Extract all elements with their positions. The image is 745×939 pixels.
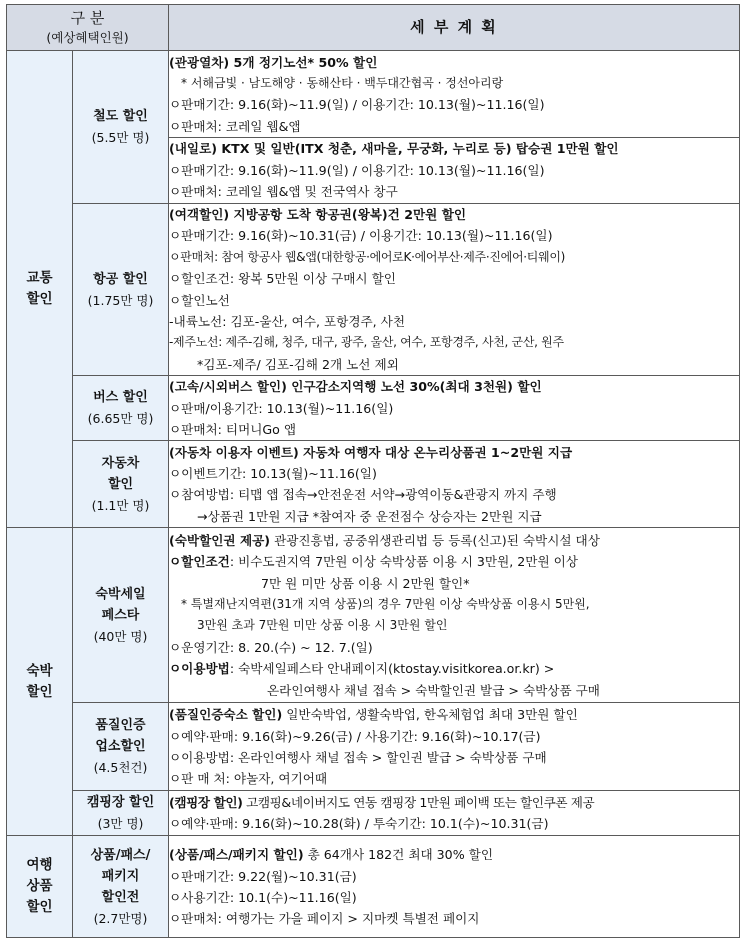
festa-title-rest: 관광진흥법, 공중위생관리법 등 등록(신고)된 숙박시설 대상 [270, 532, 600, 548]
rail-block1-line: * 서해금빛 · 남도해양 · 동해산타 · 백두대간협곡 · 정선아리랑 [181, 75, 504, 90]
quality-title-line [169, 704, 739, 725]
rail-block2-line: ㅇ판매처: 코레일 웹&앱 및 전국역사 창구 [169, 184, 398, 200]
camping-detail [169, 791, 740, 836]
rail-block1-line: ㅇ판매기간: 9.16(화)~11.9(일) / 이용기간: 10.13(월)~11.16(일) [169, 97, 545, 113]
header-category [7, 5, 169, 51]
header-category-sub: (예상혜택인원) [46, 29, 129, 45]
quality-name: 품질인증 [95, 718, 146, 734]
travel-line: ㅇ사용기간: 10.1(수)~11.16(일) [169, 889, 357, 905]
rail-count: (5.5만 명) [91, 130, 150, 145]
travel-detail [169, 836, 740, 938]
travel-line: ㅇ판매기간: 9.22(월)~10.31(금) [169, 868, 357, 884]
camping-title-rest: 고캠핑&네이버지도 연동 캠핑장 1만원 페이백 또는 할인쿠폰 제공 [242, 795, 595, 811]
travel-category-label: 할인 [26, 899, 53, 916]
travel-label [73, 836, 169, 938]
travel-title: (상품/패스/패키지 할인) [169, 847, 304, 863]
quality-count: (4.5천건) [93, 760, 148, 776]
transport-category: 교통 할인 [7, 51, 73, 528]
quality-detail [169, 703, 740, 791]
bus-detail [169, 376, 740, 441]
festa-use-line [169, 658, 739, 679]
rail-block2-title: (내일로) KTX 및 일반(ITX 청춘, 새마을, 무궁화, 누리로 등) 탑승권 1만원 할인 [169, 137, 740, 159]
rail-name: 철도 할인 [93, 109, 148, 124]
quality-title-rest: 일반숙박업, 생활숙박업, 한옥체험업 최대 3만원 할인 [282, 707, 578, 723]
quality-title: (품질인증숙소 할인) [169, 707, 283, 723]
quality-line: ㅇ이용방법: 온라인여행사 채널 접속 > 할인권 발급 > 숙박상품 구매 [169, 749, 547, 765]
quality-line: ㅇ예약·판매: 9.16(화)~9.26(금) / 사용기간: 9.16(화)~10.17(금) [169, 728, 541, 744]
travel-name: 패키지 [101, 868, 140, 884]
travel-category-label: 상품 [26, 878, 53, 895]
camping-title: (캠핑장 할인) [169, 795, 243, 811]
car-line: ㅇ참여방법: 티맵 앱 접속→안전운전 서약→광역이동&관광지 까지 주행 [169, 487, 557, 503]
travel-title-rest: 총 64개사 182건 최대 30% 할인 [303, 847, 493, 863]
air-detail [169, 204, 740, 376]
car-title: (자동차 이용자 이벤트) 자동차 여행자 대상 온누리상품권 1~2만원 지급 [169, 444, 573, 460]
camping-name: 캠핑장 할인 [86, 795, 155, 811]
quality-line: ㅇ판 매 처: 야놀자, 여기어때 [169, 771, 328, 787]
festa-row [7, 528, 740, 703]
air-name: 항공 할인 [93, 271, 148, 287]
travel-category [7, 836, 73, 938]
header-row [7, 5, 740, 51]
bus-label [73, 376, 169, 441]
air-line: -내륙노선: 김포-울산, 여수, 포항경주, 사천 [169, 314, 406, 330]
air-line: -제주노선: 제주-김해, 청주, 대구, 광주, 울산, 여수, 포항경주, 사천, 군산, 원주 [169, 335, 564, 350]
air-line: ㅇ판매처: 참여 항공사 웹&앱(대한항공·에어로K·에어부산·제주·진에어·티웨이) [169, 249, 566, 264]
header-plan: 세 부 계 획 [169, 5, 740, 51]
festa-use-cont: 온라인여행사 채널 접속 > 숙박할인권 발급 > 숙박상품 구매 [267, 682, 600, 698]
festa-title: (숙박할인권 제공) [169, 532, 271, 548]
camping-label [73, 791, 169, 836]
travel-name: 상품/패스/ [90, 847, 151, 863]
festa-detail [169, 528, 740, 703]
quality-name: 업소할인 [95, 739, 146, 755]
festa-name: 페스타 [101, 607, 140, 623]
rail-detail [169, 51, 740, 204]
festa-cond-cont: 7만 원 미만 상품 이용 시 2만원 할인* [261, 575, 470, 591]
car-count: (1.1만 명) [91, 497, 150, 513]
festa-name: 숙박세일 [95, 586, 146, 602]
rail-block2-line: ㅇ판매기간: 9.16(화)~11.9(일) / 이용기간: 10.13(월)~11.16(일) [169, 162, 545, 178]
festa-title-line [169, 530, 739, 551]
bus-name: 버스 할인 [93, 390, 148, 406]
car-label [73, 441, 169, 528]
air-title: (여객할인) 지방공항 도착 항공권(왕복)건 2만원 할인 [169, 207, 467, 222]
travel-line: ㅇ판매처: 여행가는 가을 페이지 > 지마켓 특별전 페이지 [169, 911, 480, 927]
air-line: ㅇ할인노선 [169, 292, 230, 308]
travel-count: (2.7만명) [93, 910, 148, 926]
lodging-category: 숙박 할인 [7, 528, 73, 836]
bus-title: (고속/시외버스 할인) 인구감소지역행 노선 30%(최대 3천원) 할인 [169, 379, 542, 395]
festa-count: (40만 명) [93, 628, 148, 644]
bus-row [7, 376, 740, 441]
air-line: ㅇ할인조건: 왕복 5만원 이상 구매시 할인 [169, 271, 396, 287]
travel-category-label: 여행 [26, 857, 53, 874]
air-line: ㅇ판매기간: 9.16(화)~10.31(금) / 이용기간: 10.13(월)~11.16(일) [169, 228, 553, 244]
festa-cond-line [169, 551, 739, 572]
quality-label [73, 703, 169, 791]
quality-row [7, 703, 740, 791]
bus-count: (6.65만 명) [87, 411, 154, 427]
car-name: 자동차 [101, 455, 140, 471]
car-row [7, 441, 740, 528]
travel-name: 할인전 [101, 889, 140, 905]
air-count: (1.75만 명) [87, 292, 154, 308]
car-name: 할인 [107, 476, 134, 492]
car-line: ㅇ이벤트기간: 10.13(월)~11.16(일) [169, 466, 377, 482]
bus-line: ㅇ판매/이용기간: 10.13(월)~11.16(일) [169, 400, 394, 416]
air-row [7, 204, 740, 376]
festa-use-rest: : 숙박세일페스타 안내페이지(ktostay.visitkorea.or.kr) > [229, 661, 555, 677]
rail-label [73, 51, 169, 204]
festa-label [73, 528, 169, 703]
festa-cond-label: ㅇ할인조건 [169, 554, 230, 570]
camping-line: ㅇ예약·판매: 9.16(화)~10.28(화) / 투숙기간: 10.1(수)~10.31(금) [169, 816, 549, 832]
travel-title-line [169, 844, 739, 865]
camping-count: (3만 명) [97, 816, 144, 832]
rail-row [7, 51, 740, 204]
festa-cond-rest: : 비수도권지역 7만원 이상 숙박상품 이용 시 3만원, 2만원 이상 [229, 554, 578, 570]
rail-block1-title: (관광열차) 5개 정기노선* 50% 할인 [169, 54, 378, 70]
header-category-label: 구 분 [70, 8, 105, 27]
festa-period: ㅇ운영기간: 8. 20.(수) ~ 12. 7.(일) [169, 639, 373, 655]
travel-row [7, 836, 740, 938]
air-label [73, 204, 169, 376]
air-line: *김포-제주/ 김포-김해 2개 노선 제외 [197, 356, 399, 372]
rail-block1-line: ㅇ판매처: 코레일 웹&앱 [169, 118, 301, 134]
bus-line: ㅇ판매처: 티머니Go 앱 [169, 422, 297, 438]
festa-note: 3만원 초과 7만원 미만 상품 이용 시 3만원 할인 [197, 618, 448, 633]
car-line: →상품권 1만원 지급 *참여자 중 운전점수 상승자는 2만원 지급 [197, 508, 542, 524]
festa-use-label: ㅇ이용방법 [169, 661, 230, 677]
camping-row [7, 791, 740, 836]
festa-note: * 특별재난지역편(31개 지역 상품)의 경우 7만원 이상 숙박상품 이용시 5만원, [181, 597, 590, 612]
car-detail [169, 441, 740, 528]
camping-title-line [169, 792, 739, 813]
plan-table [6, 4, 740, 938]
